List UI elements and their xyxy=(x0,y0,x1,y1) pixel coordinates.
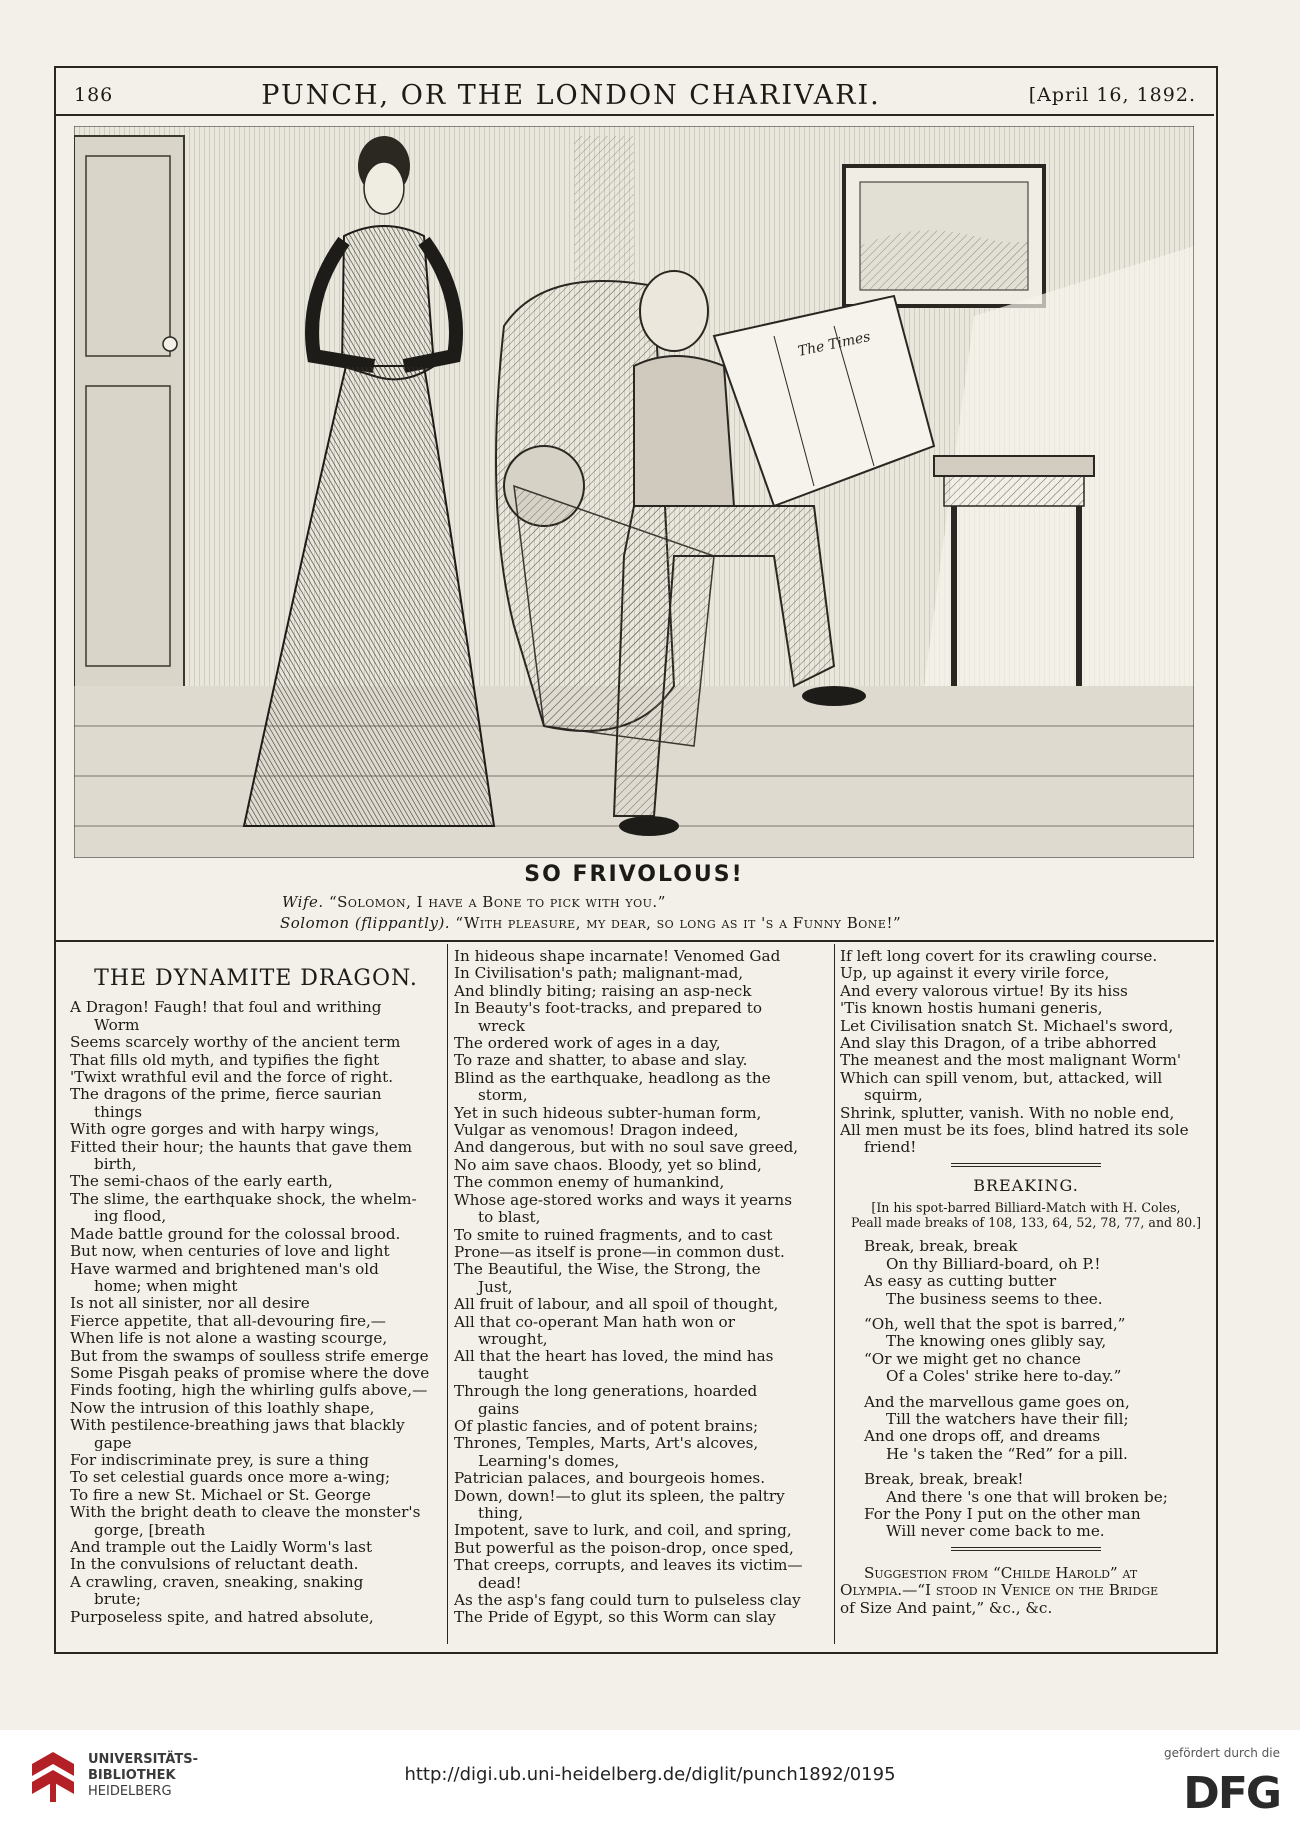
poem-line: To smite to ruined fragments, and to cast xyxy=(454,1226,773,1244)
poem-lines-col2 xyxy=(454,948,830,1627)
poem-line: A crawling, craven, sneaking, snaking xyxy=(70,1573,364,1591)
poem-line: Patrician palaces, and bourgeois homes. xyxy=(454,1470,766,1488)
poem-line: But powerful as the poison-drop, once sped, xyxy=(454,1539,794,1557)
poem-line: With ogre gorges and with harpy wings, xyxy=(70,1121,380,1139)
stanza-line: “Or we might get no chance xyxy=(864,1350,1081,1368)
poem-lines-col1 xyxy=(70,999,442,1626)
suggestion-line: of Size And paint,” &c., &c. xyxy=(840,1599,1053,1617)
poem-line: Yet in such hideous subter-human form, xyxy=(454,1104,762,1122)
poem-line: taught xyxy=(478,1365,529,1383)
poem-line: Finds footing, high the whirling gulfs above,— xyxy=(70,1382,428,1400)
poem-line: Fierce appetite, that all-devouring fire,— xyxy=(70,1312,386,1330)
poem-line: ing flood, xyxy=(94,1208,167,1226)
poem-column-3 xyxy=(840,948,1212,1617)
stanza-line: The business seems to thee. xyxy=(886,1290,1103,1308)
suggestion-line: Olympia.—“I stood in Venice on the Bridge xyxy=(840,1582,1159,1600)
stanza-line: And the marvellous game goes on, xyxy=(864,1393,1130,1411)
newspaper-masthead: The Times xyxy=(796,328,872,360)
poem-line: Vulgar as venomous! Dragon indeed, xyxy=(454,1122,739,1140)
poem-line: All that co-operant Man hath won or xyxy=(454,1313,735,1331)
page-header xyxy=(54,76,1214,114)
poem-line: The Pride of Egypt, so this Worm can slay xyxy=(454,1609,776,1627)
poem-line: gains xyxy=(478,1400,520,1418)
poem-line: home; when might xyxy=(94,1277,238,1295)
poem-line: squirm, xyxy=(864,1087,923,1105)
stanza-line: For the Pony I put on the other man xyxy=(864,1505,1141,1523)
solomon-quote: “With pleasure, my dear, so long as it 's a Funny Bone!” xyxy=(455,914,902,932)
stanza-line: The knowing ones glibly say, xyxy=(886,1333,1107,1351)
poem-line: When life is not alone a wasting scourge, xyxy=(70,1330,388,1348)
poem-line: The common enemy of humankind, xyxy=(454,1174,725,1192)
issue-date: [April 16, 1892. xyxy=(1028,84,1196,106)
poem-line: To fire a new St. Michael or St. George xyxy=(70,1486,371,1504)
poem-line: Up, up against it every virile force, xyxy=(840,965,1110,983)
door-knob xyxy=(163,337,177,351)
poem-line: Through the long generations, hoarded xyxy=(454,1383,758,1401)
breaking-stanza xyxy=(840,1316,1212,1386)
poem-line: With the bright death to cleave the monster's xyxy=(70,1504,421,1522)
poem-line: But from the swamps of soulless strife emerge xyxy=(70,1347,429,1365)
poem-line: Seems scarcely worthy of the ancient term xyxy=(70,1034,401,1052)
poem-line: Let Civilisation snatch St. Michael's sword, xyxy=(840,1017,1174,1035)
poem-line: wreck xyxy=(478,1017,525,1035)
poem-line: 'Twixt wrathful evil and the force of right. xyxy=(70,1069,394,1087)
stanza-line: As easy as cutting butter xyxy=(864,1273,1057,1291)
stanza-line: Till the watchers have their fill; xyxy=(886,1410,1129,1428)
poem-line: And trample out the Laidly Worm's last xyxy=(70,1539,373,1556)
breaking-title: BREAKING. xyxy=(973,1175,1079,1195)
poem-line: That creeps, corrupts, and leaves its victim— xyxy=(454,1557,803,1575)
poem-line: Impotent, save to lurk, and coil, and spring, xyxy=(454,1522,792,1540)
masthead-title: PUNCH, OR THE LONDON CHARIVARI. xyxy=(261,79,881,111)
poem-line: A Dragon! Faugh! that foul and writhing xyxy=(70,999,382,1017)
poem-line: The dragons of the prime, fierce saurian xyxy=(70,1086,382,1104)
poem-line: Prone—as itself is prone—in common dust. xyxy=(454,1243,785,1261)
poem-line: things xyxy=(94,1103,143,1121)
poem-line: gorge, [breath xyxy=(94,1521,206,1539)
poem-line: birth, xyxy=(94,1156,137,1174)
poem-line: And slay this Dragon, of a tribe abhorred xyxy=(840,1035,1157,1053)
cartoon-illustration xyxy=(74,126,1194,858)
speaker-wife: Wife. xyxy=(282,893,324,911)
poem-line: No aim save chaos. Bloody, yet so blind, xyxy=(454,1156,762,1174)
poem-line: And every valorous virtue! By its hiss xyxy=(840,982,1128,1000)
speaker-manner: (flippantly). xyxy=(354,914,451,932)
library-name-line: UNIVERSITÄTS- xyxy=(88,1752,198,1767)
door xyxy=(74,136,184,696)
poem-line: In Civilisation's path; malignant-mad, xyxy=(454,965,744,983)
poem-line: Of plastic fancies, and of potent brains; xyxy=(454,1417,759,1435)
stanza-line: And one drops off, and dreams xyxy=(864,1428,1101,1446)
column-divider xyxy=(447,944,448,1644)
poem-line: Just, xyxy=(478,1278,513,1296)
cartoon-title: SO FRIVOLOUS! xyxy=(524,862,744,887)
poem-line: Thrones, Temples, Marts, Art's alcoves, xyxy=(454,1435,759,1453)
caption-divider xyxy=(56,940,1214,942)
library-name-line: BIBLIOTHEK xyxy=(88,1768,176,1783)
stanza-line: Break, break, break xyxy=(864,1238,1018,1256)
poem-line: Fitted their hour; the haunts that gave them xyxy=(70,1138,413,1156)
poem-line: thing, xyxy=(478,1505,524,1522)
poem-lines-col3 xyxy=(840,948,1212,1157)
breaking-stanza xyxy=(840,1238,1212,1308)
poem-line: brute; xyxy=(94,1591,141,1609)
breaking-stanza xyxy=(840,1471,1212,1541)
poem-line: Shrink, splutter, vanish. With no noble end, xyxy=(840,1104,1175,1122)
poem-line: The ordered work of ages in a day, xyxy=(454,1035,721,1053)
dfg-logo: DFG xyxy=(1183,1768,1280,1819)
poem-column-2 xyxy=(454,948,830,1627)
poem-line: And dangerous, but with no soul save greed, xyxy=(454,1139,799,1157)
poem-line: dead! xyxy=(478,1574,522,1592)
stanza-line: And there 's one that will broken be; xyxy=(886,1488,1168,1506)
breaking-note: [In his spot-barred Billiard-Match with H. Coles, xyxy=(871,1200,1181,1216)
poem-line: If left long covert for its crawling course. xyxy=(840,948,1158,965)
poem-line: Is not all sinister, nor all desire xyxy=(70,1295,310,1313)
stanza-line: “Oh, well that the spot is barred,” xyxy=(864,1315,1126,1333)
stanza-line: On thy Billiard-board, oh P.! xyxy=(886,1255,1101,1273)
poem-line: storm, xyxy=(478,1087,528,1105)
poem-line: In hideous shape incarnate! Venomed Gad xyxy=(454,948,781,965)
stanza-line: Break, break, break! xyxy=(864,1471,1024,1489)
poem-line: To raze and shatter, to abase and slay. xyxy=(454,1052,748,1070)
poem-column-1 xyxy=(70,948,442,1626)
poem-line: Made battle ground for the colossal brood. xyxy=(70,1225,401,1243)
suggestion-paragraph xyxy=(840,1565,1212,1617)
poem-line: That fills old myth, and typifies the fight xyxy=(70,1051,380,1069)
caption-line-solomon xyxy=(280,914,901,932)
poem-line: In Beauty's foot-tracks, and prepared to xyxy=(454,1000,762,1018)
header-divider xyxy=(56,114,1214,116)
breaking-stanza xyxy=(840,1394,1212,1464)
poem-title: THE DYNAMITE DRAGON. xyxy=(94,966,418,991)
poem-line: Have warmed and brightened man's old xyxy=(70,1260,379,1278)
stanza-line: Of a Coles' strike here to-day.” xyxy=(886,1368,1122,1386)
poem-line: Learning's domes, xyxy=(478,1452,620,1470)
poem-line: to blast, xyxy=(478,1209,541,1227)
poem-line: Down, down!—to glut its spleen, the paltry xyxy=(454,1487,785,1505)
poem-line: In the convulsions of reluctant death. xyxy=(70,1556,359,1574)
poem-line: To set celestial guards once more a-wing; xyxy=(70,1469,391,1487)
wife-quote: “Solomon, I have a Bone to pick with you.” xyxy=(328,893,666,911)
funding-label: gefördert durch die xyxy=(1164,1746,1280,1760)
section-divider xyxy=(951,1547,1101,1551)
source-url-link[interactable]: http://digi.ub.uni-heidelberg.de/diglit/punch1892/0195 xyxy=(404,1764,896,1785)
library-name-line: HEIDELBERG xyxy=(88,1784,172,1799)
poem-line: Now the intrusion of this loathly shape, xyxy=(70,1399,375,1417)
poem-line: All fruit of labour, and all spoil of thought, xyxy=(454,1296,779,1314)
poem-line: Some Pisgah peaks of promise where the dove xyxy=(70,1364,430,1382)
poem-line: The slime, the earthquake shock, the whelm- xyxy=(70,1190,417,1208)
poem-line: As the asp's fang could turn to pulseless clay xyxy=(454,1592,801,1610)
poem-line: The semi-chaos of the early earth, xyxy=(70,1173,333,1191)
poem-line: All that the heart has loved, the mind has xyxy=(454,1348,774,1366)
suggestion-line: Suggestion from “Childe Harold” at xyxy=(864,1564,1138,1582)
poem-line: The meanest and the most malignant Worm' xyxy=(840,1052,1182,1070)
poem-line: Worm xyxy=(94,1016,140,1034)
viewer-footer xyxy=(0,1730,1300,1827)
poem-line: And blindly biting; raising an asp-neck xyxy=(454,982,752,1000)
poem-line: The Beautiful, the Wise, the Strong, the xyxy=(454,1261,761,1279)
poem-line: 'Tis known hostis humani generis, xyxy=(840,1000,1103,1018)
poem-line: Whose age-stored works and ways it yearns xyxy=(454,1191,792,1209)
poem-line: Which can spill venom, but, attacked, will xyxy=(840,1069,1163,1087)
poem-line: All men must be its foes, blind hatred its sole xyxy=(840,1122,1189,1140)
stanza-line: He 's taken the “Red” for a pill. xyxy=(886,1445,1128,1463)
poem-line: wrought, xyxy=(478,1330,548,1348)
page-number: 186 xyxy=(74,84,114,106)
caption-line-wife xyxy=(282,893,666,911)
speaker-solomon: Solomon xyxy=(280,914,350,932)
breaking-note: Peall made breaks of 108, 133, 64, 52, 78, 77, and 80.] xyxy=(850,1215,1202,1231)
section-divider xyxy=(951,1163,1101,1167)
breaking-stanzas xyxy=(840,1238,1212,1541)
poem-line: gape xyxy=(94,1434,132,1452)
poem-line: Blind as the earthquake, headlong as the xyxy=(454,1069,771,1087)
stanza-line: Will never come back to me. xyxy=(886,1523,1105,1541)
poem-line: But now, when centuries of love and light xyxy=(70,1243,390,1261)
poem-line: friend! xyxy=(864,1139,917,1157)
poem-line: Purposeless spite, and hatred absolute, xyxy=(70,1608,374,1626)
column-divider xyxy=(834,944,835,1644)
poem-line: For indiscriminate prey, is sure a thing xyxy=(70,1451,370,1469)
poem-line: With pestilence-breathing jaws that blackly xyxy=(70,1417,405,1435)
